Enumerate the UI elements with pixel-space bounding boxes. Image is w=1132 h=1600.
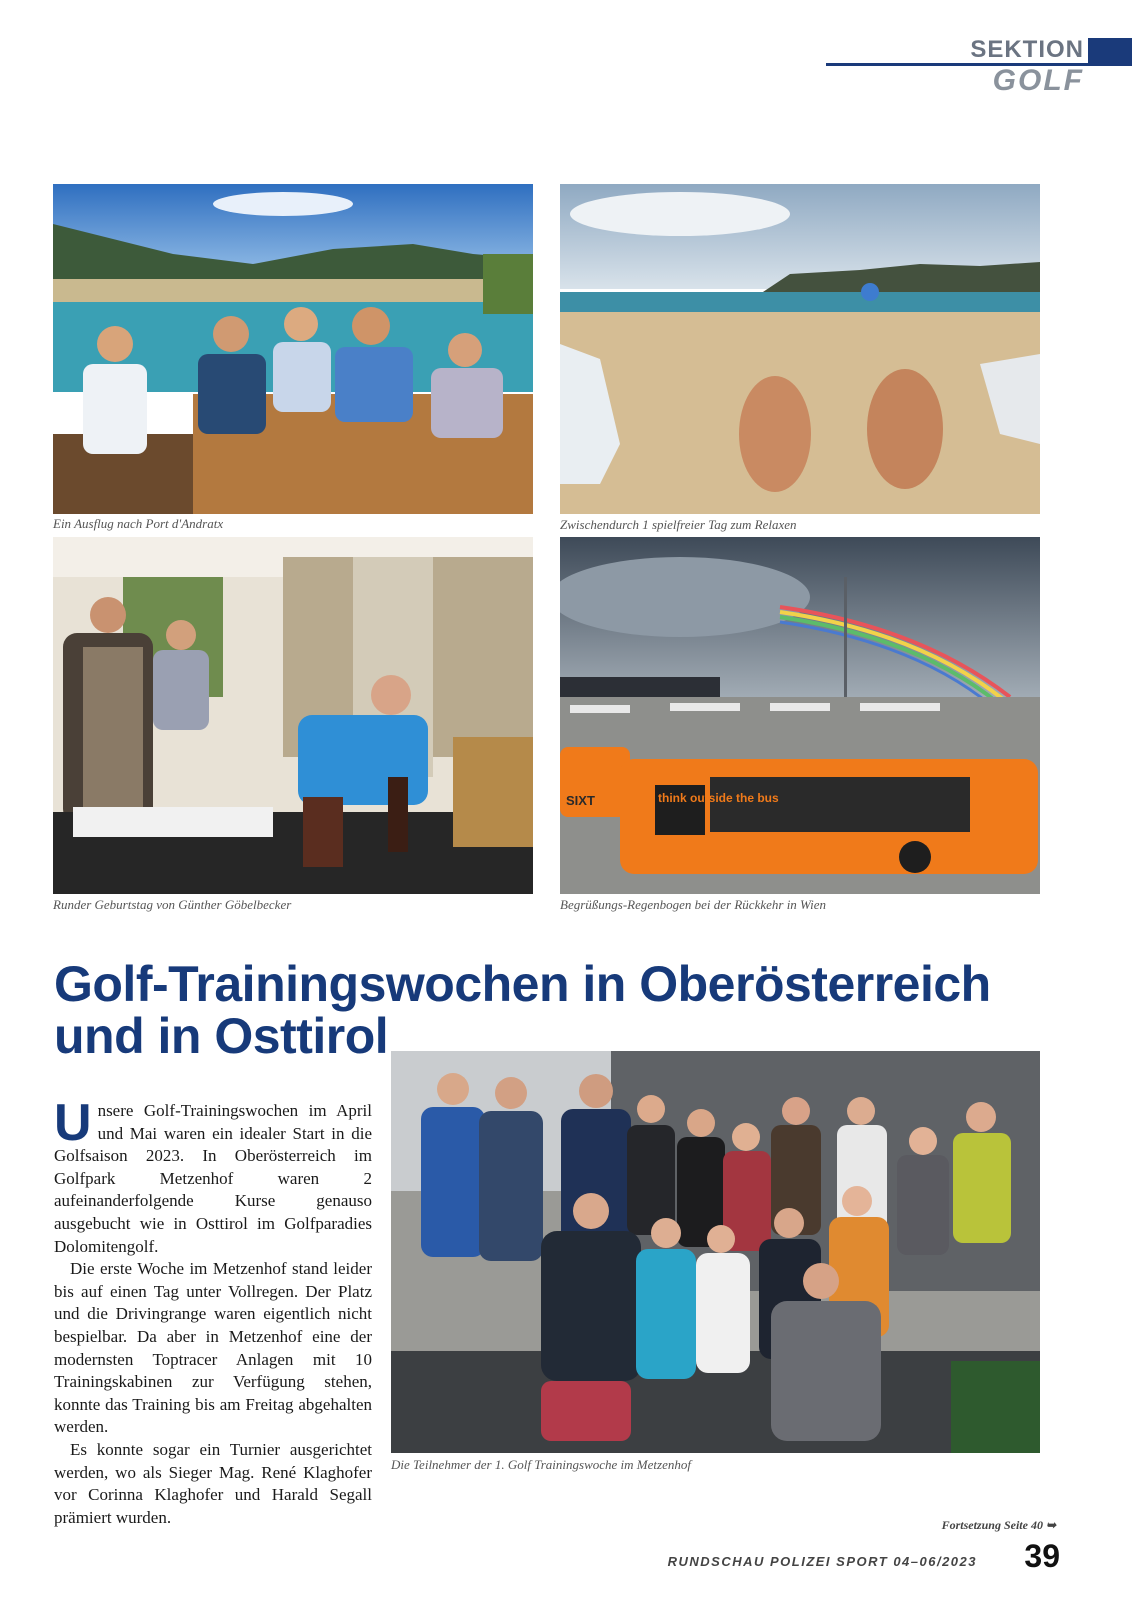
bus-brand-logo: SIXT [566, 793, 595, 808]
photo-birthday [53, 537, 533, 894]
photo-caption: Runder Geburtstag von Günther Göbelbecker [53, 897, 292, 912]
paragraph-1 [54, 1094, 372, 1258]
paragraph-1-text: nsere Golf-Trainingswochen im April und Mai waren ein idealer Start in die Golfsaison 2023. In Oberösterreich im Golfpark Metzenhof waren 2 aufeinanderfolgende Kurse genauso ausgebucht wie in Osttirol im Golfparadies Dolomitengolf. [54, 1101, 372, 1256]
page-number: 39 [1024, 1538, 1060, 1574]
headline-line-2: und in Osttirol [54, 1008, 389, 1064]
continued-note: Fortsetzung Seite 40 ➥ [941, 1518, 1056, 1532]
photo-caption: Zwischendurch 1 spielfreier Tag zum Relaxen [560, 517, 797, 532]
headline-line-1: Golf-Trainingswochen in Oberösterreich [54, 956, 991, 1012]
photo-port-andratx [53, 184, 533, 514]
paragraph-3: Es konnte sogar ein Turnier ausgerichtet werden, wo als Sieger Mag. René Klaghofer vor Corinna Klaghofer und Harald Segall prämiert wurden. [54, 1439, 372, 1527]
section-name: GOLF [992, 64, 1084, 97]
header-accent-box [1088, 38, 1132, 66]
photo-beach-relax [560, 184, 1040, 514]
photo-caption: Ein Ausflug nach Port d'Andratx [53, 516, 224, 531]
article-headline [54, 958, 1054, 1062]
section-label: SEKTION [970, 36, 1084, 63]
photo-caption: Begrüßungs-Regenbogen bei der Rückkehr in Wien [560, 897, 827, 912]
photo-caption: Die Teilnehmer der 1. Golf Trainingswoche im Metzenhof [391, 1457, 691, 1472]
bus-ad-text: think outside the bus [658, 791, 779, 805]
photo-group-metzenhof [391, 1051, 1040, 1453]
photo-airport-rainbow [560, 537, 1040, 894]
paragraph-2: Die erste Woche im Metzenhof stand leider bis auf einen Tag unter Vollregen. Der Platz und die Drivingrange waren eigentlich nicht bespielbar. Da aber in Metzenhof eine der modernsten Toptracer Anlagen mit 10 Trainingskabinen zur Verfügung stehen, konnte das Training bis am Freitag abgehalten werden. [54, 1259, 372, 1437]
drop-cap: U [54, 1094, 92, 1152]
article-body [54, 1094, 372, 1529]
magazine-name: RUNDSCHAU POLIZEI SPORT 04–06/2023 [667, 1554, 977, 1569]
